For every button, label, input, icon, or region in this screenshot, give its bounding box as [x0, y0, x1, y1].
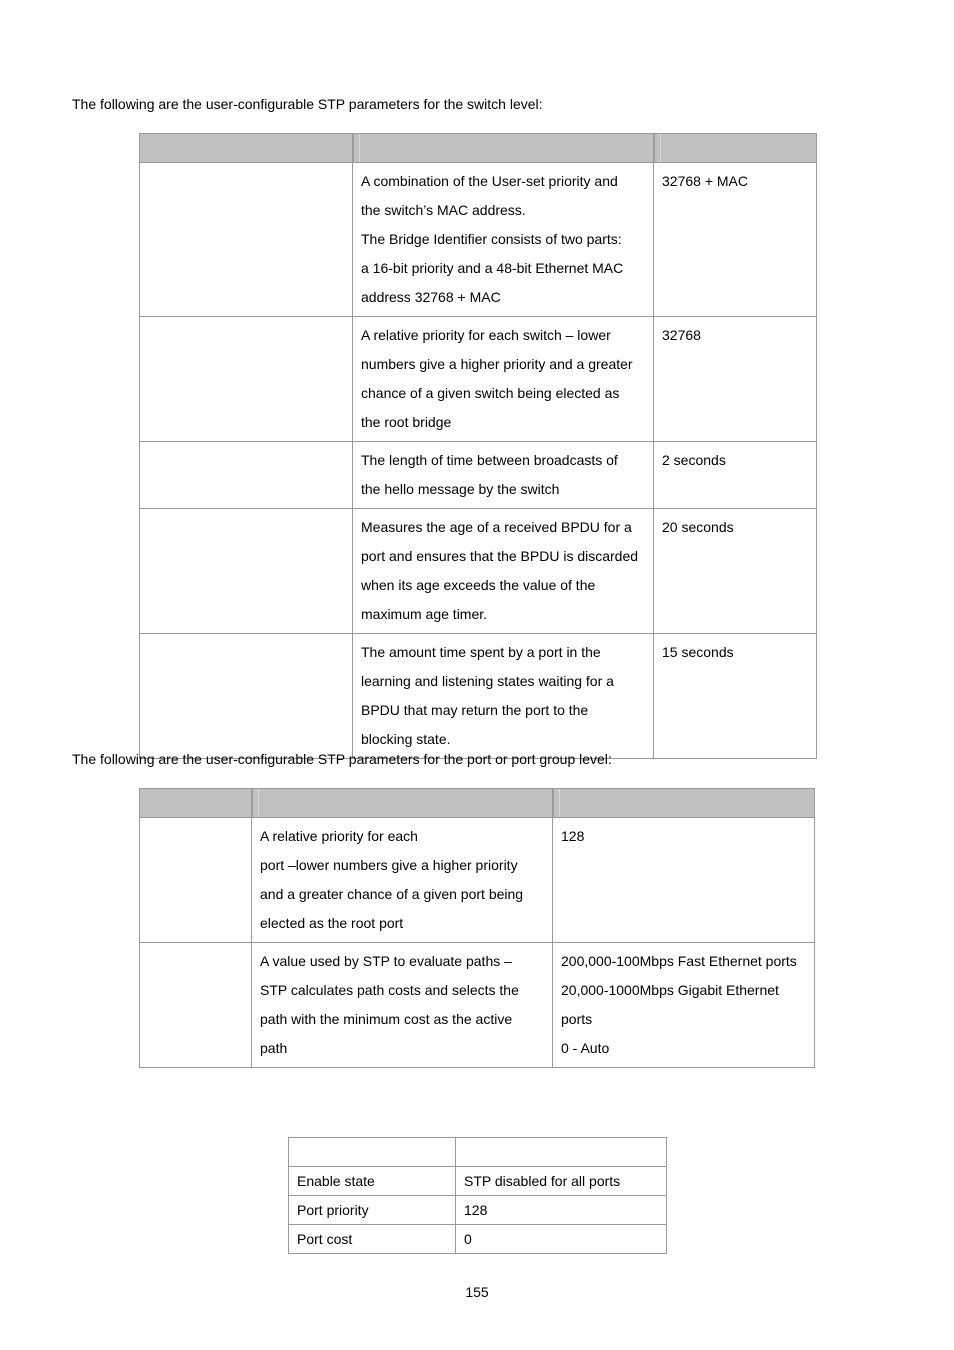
switch-level-intro: The following are the user-configurable STP parameters for the switch level:	[72, 96, 543, 112]
header-cell-value	[456, 1138, 667, 1167]
table-row	[289, 1225, 667, 1254]
description-cell: A combination of the User-set priority and the switch’s MAC address. The Bridge Identifier consists of two parts: a 16-bit priority and a 48-bit Ethernet MAC address 32768 + MAC	[353, 163, 654, 317]
table-header-row	[140, 789, 815, 818]
header-cell-description	[252, 789, 553, 818]
default-cell: 20 seconds	[654, 509, 817, 634]
switch-parameters-table	[139, 133, 817, 759]
parameter-cell	[140, 943, 252, 1068]
table-row	[140, 442, 817, 509]
parameter-cell	[140, 509, 353, 634]
table-row	[140, 943, 815, 1068]
value-cell: 0	[456, 1225, 667, 1254]
description-cell: A value used by STP to evaluate paths – STP calculates path costs and selects the path with the minimum cost as the active path	[252, 943, 553, 1068]
setting-cell: Port cost	[289, 1225, 456, 1254]
table-row	[140, 163, 817, 317]
setting-cell: Port priority	[289, 1196, 456, 1225]
value-cell: STP disabled for all ports	[456, 1167, 667, 1196]
default-cell: 32768 + MAC	[654, 163, 817, 317]
setting-cell: Enable state	[289, 1167, 456, 1196]
table-row	[289, 1196, 667, 1225]
description-cell: The amount time spent by a port in the learning and listening states waiting for a BPDU that may return the port to the blocking state.	[353, 634, 654, 759]
header-cell-parameter	[140, 789, 252, 818]
description-cell: Measures the age of a received BPDU for a port and ensures that the BPDU is discarded when its age exceeds the value of the maximum age timer.	[353, 509, 654, 634]
description-cell: The length of time between broadcasts of the hello message by the switch	[353, 442, 654, 509]
port-level-intro: The following are the user-configurable STP parameters for the port or port group level:	[72, 751, 612, 767]
table-row	[140, 818, 815, 943]
default-cell: 32768	[654, 317, 817, 442]
description-cell: A relative priority for each port –lower numbers give a higher priority and a greater chance of a given port being elected as the root port	[252, 818, 553, 943]
default-cell: 200,000-100Mbps Fast Ethernet ports 20,000-1000Mbps Gigabit Ethernet ports 0 - Auto	[553, 943, 815, 1068]
parameter-cell	[140, 818, 252, 943]
table-header-row	[140, 134, 817, 163]
table-row	[289, 1167, 667, 1196]
table-row	[140, 634, 817, 759]
table-row	[140, 317, 817, 442]
default-cell: 15 seconds	[654, 634, 817, 759]
parameter-cell	[140, 442, 353, 509]
header-cell-setting	[289, 1138, 456, 1167]
table-header-row	[289, 1138, 667, 1167]
default-cell: 128	[553, 818, 815, 943]
parameter-cell	[140, 634, 353, 759]
header-cell-default	[654, 134, 817, 163]
page-number: 155	[465, 1284, 489, 1300]
header-cell-default	[553, 789, 815, 818]
value-cell: 128	[456, 1196, 667, 1225]
description-cell: A relative priority for each switch – lower numbers give a higher priority and a greater chance of a given switch being elected as the root bridge	[353, 317, 654, 442]
header-cell-parameter	[140, 134, 353, 163]
header-cell-description	[353, 134, 654, 163]
parameter-cell	[140, 317, 353, 442]
table-row	[140, 509, 817, 634]
parameter-cell	[140, 163, 353, 317]
default-cell: 2 seconds	[654, 442, 817, 509]
port-parameters-table	[139, 788, 815, 1068]
default-settings-table	[288, 1137, 667, 1254]
